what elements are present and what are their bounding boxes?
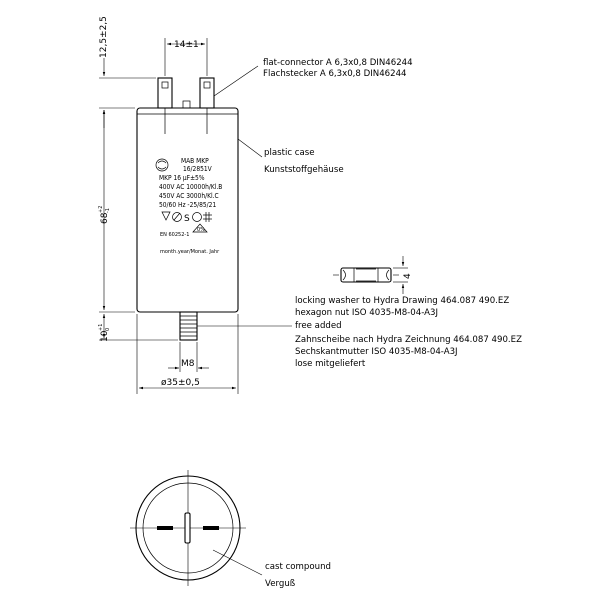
- dim-body-height-tol-minus: -1: [105, 208, 111, 213]
- dim-nut-height-label: 4: [403, 273, 413, 279]
- capacitor-body: [137, 108, 238, 312]
- dimension-stud-length: [98, 314, 178, 342]
- washer-de-line-1: Zahnscheibe nach Hydra Zeichnung 464.087 490.EZ: [295, 335, 522, 345]
- dim-thread-label: M8: [181, 359, 195, 369]
- dim-stud-length-tol-plus: +1: [98, 323, 104, 331]
- dimension-top-height: [99, 16, 156, 128]
- label-line-1: MAB MKP: [181, 157, 209, 165]
- annotation-plastic-case: [238, 139, 344, 175]
- dim-stud-length-label: 10: [100, 330, 110, 342]
- dimension-body-height: [98, 110, 135, 312]
- label-line-4: 400V AC 10000h/Kl.B: [159, 183, 223, 191]
- dim-diameter-label: ø35±0,5: [161, 378, 200, 388]
- dim-stud-length-tol-minus: 0: [105, 327, 111, 331]
- dim-body-height-tol-plus: +2: [98, 205, 104, 213]
- svg-text:0%: 0%: [197, 227, 205, 233]
- flat-connector-right: [200, 78, 214, 134]
- case-de-text: Kunststoffgehäuse: [264, 165, 344, 175]
- connector-en-text: flat-connector A 6,3x0,8 DIN46244: [263, 58, 413, 68]
- annotation-washer: [197, 296, 522, 369]
- washer-de-line-3: lose mitgeliefert: [295, 359, 366, 369]
- capacitor-side-view: [137, 78, 238, 340]
- dim-body-height-label: 68: [100, 212, 110, 224]
- hex-nut-detail: [333, 256, 413, 294]
- washer-en-line-1: locking washer to Hydra Drawing 464.087 490.EZ: [295, 296, 510, 306]
- label-line-2: 16/2851V: [183, 165, 212, 173]
- threaded-stud: [180, 312, 197, 340]
- capacitor-label: [156, 157, 222, 255]
- dim-connector-spacing-label: 14±1: [174, 40, 199, 50]
- compound-en-text: cast compound: [265, 562, 331, 572]
- certification-marks: [162, 212, 212, 233]
- label-date-code: month.year/Monat. Jahr: [160, 249, 220, 255]
- dimension-connector-spacing: [165, 38, 207, 76]
- washer-en-line-2: hexagon nut ISO 4035-M8-04-A3J: [295, 308, 438, 318]
- label-line-5: 450V AC 3000h/Kl.C: [159, 192, 219, 200]
- mark-s: S: [184, 214, 190, 224]
- label-line-3: MKP 16 µF±5%: [159, 174, 205, 182]
- connector-de-text: Flachstecker A 6,3x0,8 DIN46244: [263, 69, 407, 79]
- dim-top-height-label: 12,5±2,5: [99, 16, 109, 58]
- case-en-text: plastic case: [264, 148, 315, 158]
- dimension-thread: [168, 342, 209, 372]
- annotation-flat-connector: [214, 58, 413, 96]
- washer-de-line-2: Sechskantmutter ISO 4035-M8-04-A3J: [295, 347, 458, 357]
- washer-en-line-3: free added: [295, 321, 342, 331]
- compound-de-text: Verguß: [265, 579, 296, 589]
- capacitor-top-view: [130, 470, 246, 586]
- label-line-6: 50/60 Hz -25/85/21: [159, 201, 217, 209]
- flat-connector-left: [158, 78, 172, 134]
- label-standard: EN 60252-1: [160, 232, 190, 238]
- annotation-cast-compound: [213, 550, 331, 589]
